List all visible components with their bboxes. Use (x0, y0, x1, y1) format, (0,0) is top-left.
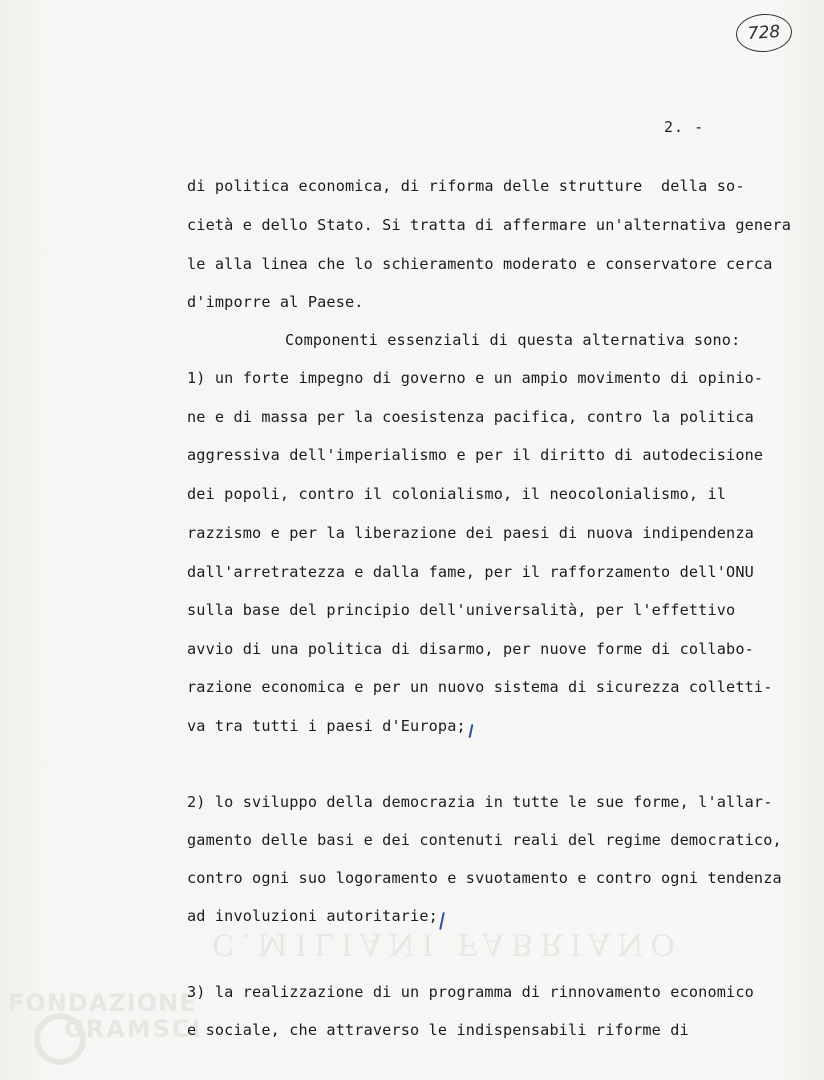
foundation-logo-watermark (4, 985, 203, 1080)
page-number: 2. - (664, 118, 705, 136)
text-line: aggressiva dell'imperialismo e per il diritto di autodecisione (187, 446, 764, 464)
text-line: le alla linea che lo schieramento moderato e conservatore cerca (187, 255, 773, 273)
archive-number-stamp: 728 (735, 12, 794, 54)
text-line: razzismo e per la liberazione dei paesi di nuova indipendenza (187, 524, 754, 542)
text-line: sulla base del principio dell'universalità, per l'effettivo (187, 601, 736, 619)
text-line: ad involuzioni autoritarie; (187, 907, 438, 925)
text-line: dall'arretratezza e dalla fame, per il rafforzamento dell'ONU (187, 563, 754, 581)
ink-semicolon-mark (469, 724, 474, 738)
text-line: e sociale, che attraverso le indispensabili riforme di (187, 1021, 689, 1039)
text-line: d'imporre al Paese. (187, 293, 364, 311)
text-line: contro ogni suo logoramento e svuotamento e contro ogni tendenza (187, 869, 782, 887)
text-line: 3) la realizzazione di un programma di rinnovamento economico (187, 983, 754, 1001)
text-line: dei popoli, contro il colonialismo, il neocolonialismo, il (187, 485, 727, 503)
text-line: va tra tutti i paesi d'Europa; (187, 717, 466, 735)
text-line: razione economica e per un nuovo sistema di sicurezza colletti- (187, 678, 773, 696)
text-line: di politica economica, di riforma delle strutture della so- (187, 177, 745, 195)
logo-line-2: GRAMSCI (64, 1015, 203, 1043)
text-line: ne e di massa per la coesistenza pacifica, contro la politica (187, 408, 754, 426)
logo-line-1: FONDAZIONE (8, 989, 197, 1017)
text-line: Componenti essenziali di questa alternativa sono: (285, 331, 741, 349)
text-line: avvio di una politica di disarmo, per nuove forme di collabo- (187, 640, 754, 658)
text-line: 1) un forte impegno di governo e un ampio movimento di opinio- (187, 369, 764, 387)
text-line: cietà e dello Stato. Si tratta di affermare un'alternativa genera (187, 216, 792, 234)
text-line: gamento delle basi e dei contenuti reali del regime democratico, (187, 831, 782, 849)
paper-watermark: C.MILIANI FABRIANO (212, 926, 682, 961)
text-line: 2) lo sviluppo della democrazia in tutte le sue forme, l'allar- (187, 793, 773, 811)
